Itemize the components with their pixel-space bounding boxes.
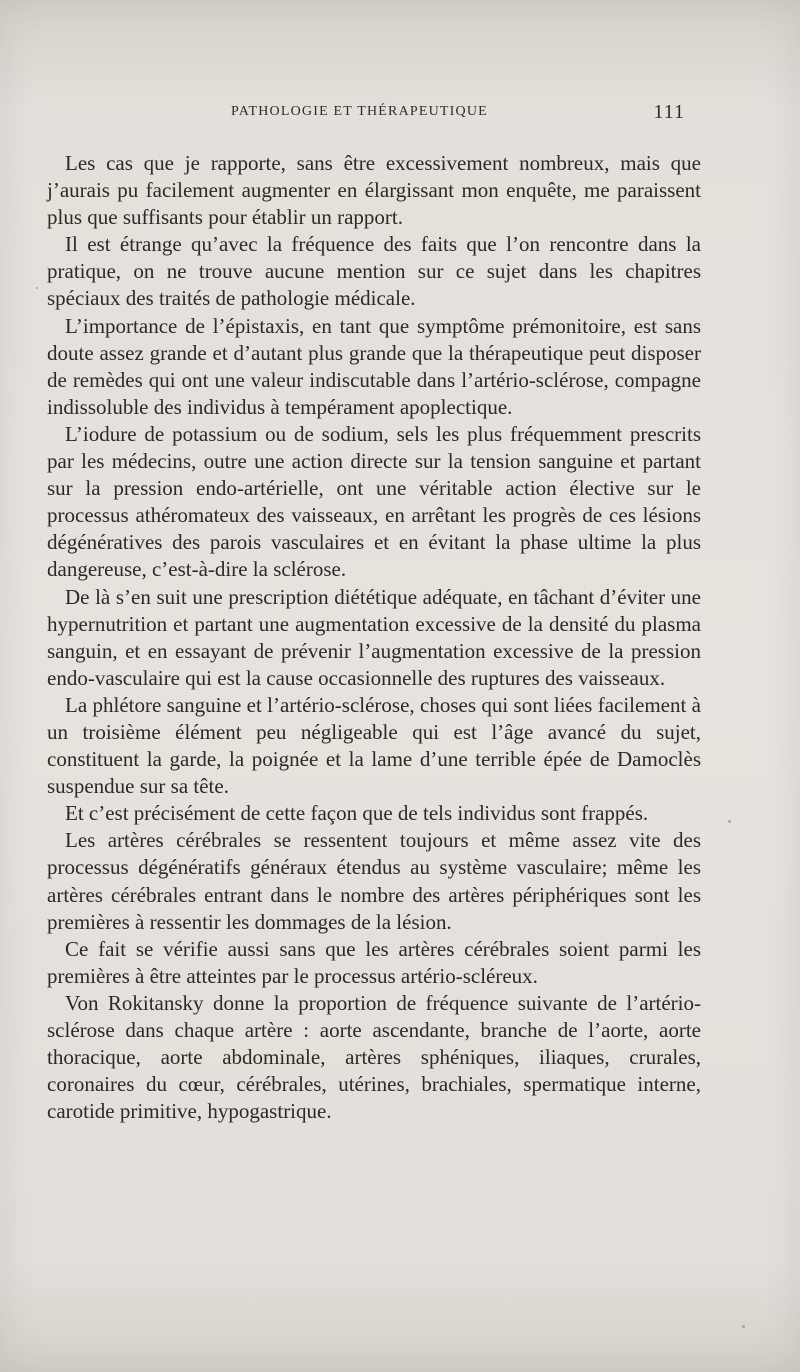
paragraph-4: L’iodure de potassium ou de sodium, sels les plus fréquemment prescrits par les médecins, outre une action directe sur la tension sanguine et partant sur la pression endo-artérielle, ont une véritable action élective sur le processus athéromateux des vaisseaux, en arrêtant les progrès de ces lésions dégénératives des parois vasculaires et en évitant la phase ultime la plus dangereuse, c’est-à-dire la sclérose. bbox=[47, 421, 701, 582]
paragraph-7: Et c’est précisément de cette façon que de tels individus sont frappés. bbox=[65, 801, 649, 826]
header-title: PATHOLOGIE ET THÉRAPEUTIQUE bbox=[231, 104, 488, 119]
paragraph-10: Von Rokitansky donne la proportion de fréquence suivante de l’artério-sclérose dans chaque artère : aorte ascendante, branche de l’aorte, aorte thoracique, aorte abdominale, artères sphéniques, iliaques, crurales, coronaires du cœur, cérébrales, utérines, brachiales, spermatique interne, carotide primitive, hypogastrique. bbox=[47, 990, 701, 1124]
paper-speck bbox=[728, 820, 731, 823]
page-number: 111 bbox=[653, 101, 685, 123]
paragraph-8: Les artères cérébrales se ressentent toujours et même assez vite des processus dégénératifs généraux étendus au système vasculaire; même les artères cérébrales entrant dans le nombre des artères périphériques sont les premières à ressentir les dommages de la lésion. bbox=[47, 828, 701, 934]
paragraph-1: Les cas que je rapporte, sans être excessivement nombreux, mais que j’aurais pu facilement augmenter en élargissant mon enquête, me paraissent plus que suffisants pour établir un rapport. bbox=[47, 151, 701, 230]
paragraph-6: La phlétore sanguine et l’artério-sclérose, choses qui sont liées facilement à un troisième élément peu négligeable qui est l’âge avancé du sujet, constituent la garde, la poignée et la lame d’une terrible épée de Damoclès suspendue sur sa tête. bbox=[47, 692, 701, 799]
paragraph-5: De là s’en suit une prescription diététique adéquate, en tâchant d’éviter une hypernutrition et partant une augmentation excessive de la densité du plasma sanguin, et en essayant de prévenir l’augmentation excessive de la pression endo-vasculaire qui est la cause occasionnelle des ruptures des vaisseaux. bbox=[47, 584, 701, 690]
body-text bbox=[47, 150, 701, 1125]
running-header bbox=[231, 101, 685, 128]
paragraph-2: Il est étrange qu’avec la fréquence des faits que l’on rencontre dans la pratique, on ne trouve aucune mention sur ce sujet dans les chapitres spéciaux des traités de pathologie médicale. bbox=[47, 232, 701, 311]
paragraph-9: Ce fait se vérifie aussi sans que les artères cérébrales soient parmi les premières à être atteintes par le processus artério-scléreux. bbox=[47, 936, 701, 988]
paper-speck bbox=[742, 1325, 745, 1328]
paper-speck bbox=[36, 287, 38, 289]
paragraph-3: L’importance de l’épistaxis, en tant que symptôme prémonitoire, est sans doute assez grande et d’autant plus grande que la thérapeutique peut disposer de remèdes qui ont une valeur indiscutable dans l’artério-sclérose, compagne indissoluble des individus à tempérament apoplectique. bbox=[47, 313, 701, 419]
